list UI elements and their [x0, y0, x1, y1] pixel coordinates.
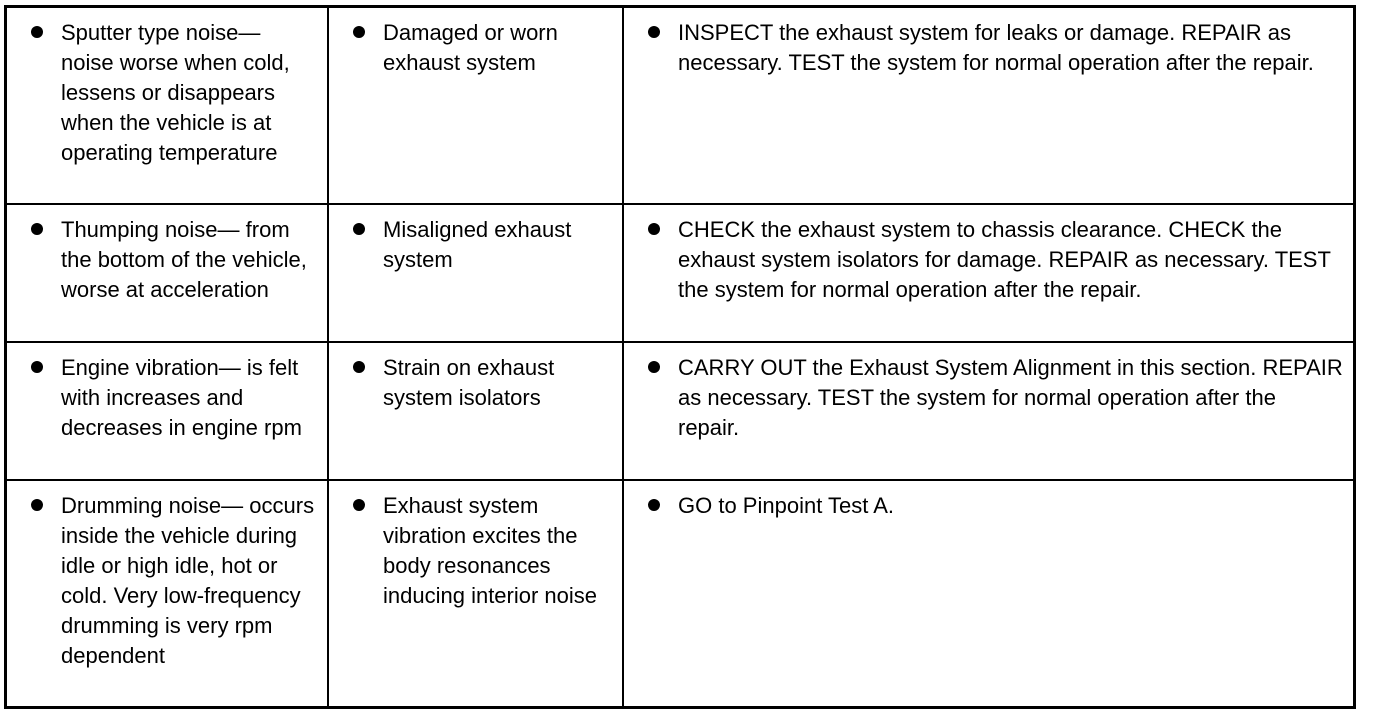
- bullet-icon: [353, 223, 365, 235]
- bullet-icon: [648, 26, 660, 38]
- bullet-icon: [353, 26, 365, 38]
- source-text: Misaligned exhaust system: [383, 217, 572, 272]
- table-row: [7, 342, 1353, 480]
- condition-text: Drumming noise— occurs inside the vehicle during idle or high idle, hot or cold. Very low-frequency drumming is very rpm dependent: [61, 493, 315, 668]
- action-cell: [623, 480, 1353, 706]
- action-text: INSPECT the exhaust system for leaks or damage. REPAIR as necessary. TEST the system for normal operation after the repair.: [678, 20, 1314, 75]
- condition-cell: [7, 8, 328, 204]
- condition-text: Thumping noise— from the bottom of the vehicle, worse at acceleration: [61, 217, 307, 302]
- action-text: CHECK the exhaust system to chassis clearance. CHECK the exhaust system isolators for damage. REPAIR as necessary. TEST the system for normal operation after the repair.: [678, 217, 1331, 302]
- action-text: CARRY OUT the Exhaust System Alignment in this section. REPAIR as necessary. TEST the system for normal operation after the repair.: [678, 355, 1343, 440]
- bullet-icon: [31, 361, 43, 373]
- condition-text: Engine vibration— is felt with increases and decreases in engine rpm: [61, 355, 302, 440]
- source-text: Strain on exhaust system isolators: [383, 355, 555, 410]
- source-cell: [328, 204, 623, 342]
- table-row: [7, 204, 1353, 342]
- condition-cell: [7, 342, 328, 480]
- condition-cell: [7, 204, 328, 342]
- symptom-table: [7, 8, 1353, 706]
- table-row: [7, 8, 1353, 204]
- symptom-chart: [4, 5, 1356, 709]
- bullet-icon: [353, 499, 365, 511]
- action-cell: [623, 204, 1353, 342]
- bullet-icon: [648, 223, 660, 235]
- source-cell: [328, 342, 623, 480]
- bullet-icon: [31, 223, 43, 235]
- source-cell: [328, 8, 623, 204]
- bullet-icon: [31, 26, 43, 38]
- action-cell: [623, 342, 1353, 480]
- bullet-icon: [648, 361, 660, 373]
- action-cell: [623, 8, 1353, 204]
- condition-text: Sputter type noise— noise worse when cold, lessens or disappears when the vehicle is at operating temperature: [61, 20, 290, 165]
- source-text: Damaged or worn exhaust system: [383, 20, 558, 75]
- bullet-icon: [353, 361, 365, 373]
- source-text: Exhaust system vibration excites the body resonances inducing interior noise: [383, 493, 598, 608]
- action-text: GO to Pinpoint Test A.: [678, 493, 895, 518]
- table-row: [7, 480, 1353, 706]
- bullet-icon: [648, 499, 660, 511]
- bullet-icon: [31, 499, 43, 511]
- condition-cell: [7, 480, 328, 706]
- source-cell: [328, 480, 623, 706]
